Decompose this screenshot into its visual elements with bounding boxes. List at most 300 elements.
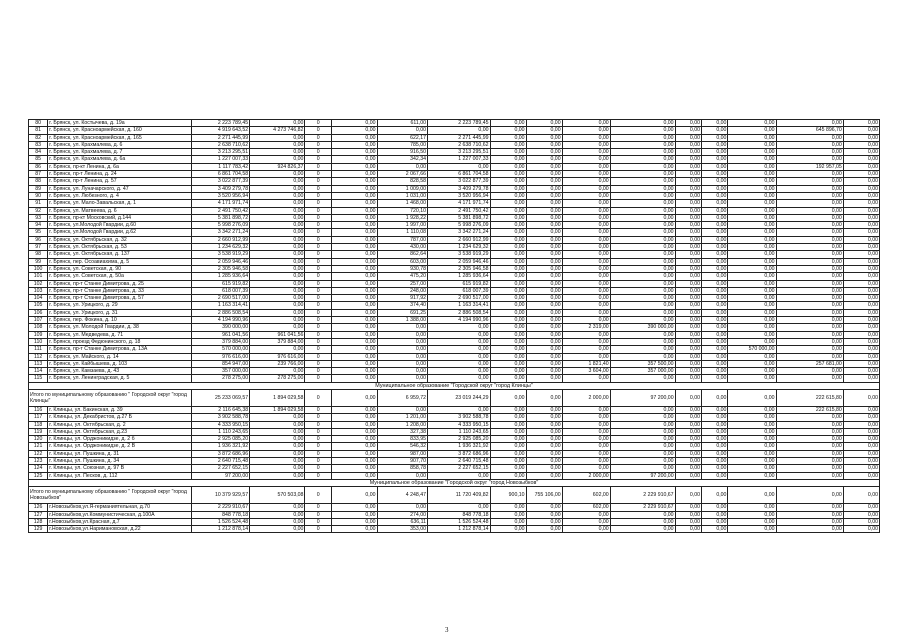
value-cell: 0 <box>305 375 331 382</box>
total-value: 6 959,72 <box>377 389 427 406</box>
row-number: 122 <box>29 450 48 457</box>
value-cell: 0,00 <box>702 178 728 185</box>
value-cell: 2 491 750,42 <box>192 207 250 214</box>
value-cell: 0,00 <box>490 414 526 421</box>
value-cell: 0,00 <box>702 317 728 324</box>
table-row <box>29 273 880 280</box>
value-cell: 0,00 <box>843 149 879 156</box>
value-cell: 0,00 <box>331 127 377 134</box>
table-row <box>29 295 880 302</box>
value-cell: 0,00 <box>675 428 701 435</box>
row-number: 127 <box>29 511 48 518</box>
value-cell: 0,00 <box>250 458 305 465</box>
address-cell: г. Брянск, ул.Молодой Гвардии, д.62 <box>48 229 192 236</box>
value-cell: 0,00 <box>331 414 377 421</box>
table-row <box>29 149 880 156</box>
value-cell: 0,00 <box>526 200 562 207</box>
capital-repair-table <box>28 119 880 533</box>
value-cell: 0,00 <box>250 346 305 353</box>
value-cell: 0,00 <box>331 141 377 148</box>
value-cell: 0,00 <box>331 518 377 525</box>
value-cell: 0,00 <box>843 414 879 421</box>
value-cell: 0,00 <box>776 353 843 360</box>
value-cell: 4 333 950,15 <box>428 421 491 428</box>
value-cell: 976 616,00 <box>250 353 305 360</box>
table-row <box>29 156 880 163</box>
address-cell: г. Брянск, пр-кт Московский, д.144 <box>48 214 192 221</box>
value-cell: 0,00 <box>702 192 728 199</box>
value-cell: 848 778,18 <box>428 511 491 518</box>
value-cell: 0,00 <box>331 222 377 229</box>
value-cell: 2 638 710,62 <box>428 141 491 148</box>
value-cell: 0,00 <box>728 360 776 367</box>
value-cell: 2 227 652,15 <box>428 465 491 472</box>
value-cell: 0,00 <box>250 280 305 287</box>
value-cell: 0 <box>305 526 331 533</box>
value-cell: 0,00 <box>610 192 675 199</box>
value-cell: 0,00 <box>490 178 526 185</box>
value-cell: 4 171 971,74 <box>192 200 250 207</box>
value-cell: 0,00 <box>428 360 491 367</box>
value-cell: 0,00 <box>843 436 879 443</box>
value-cell: 0,00 <box>675 178 701 185</box>
value-cell: 0,00 <box>562 171 610 178</box>
value-cell: 0,00 <box>702 504 728 511</box>
value-cell: 222 615,80 <box>776 406 843 413</box>
value-cell: 0,00 <box>250 171 305 178</box>
value-cell: 0,00 <box>675 518 701 525</box>
address-cell: г. Брянск, проезд Федюнинского, д. 18 <box>48 338 192 345</box>
value-cell: 2 319,00 <box>562 324 610 331</box>
value-cell: 0,00 <box>843 331 879 338</box>
value-cell: 0,00 <box>776 258 843 265</box>
value-cell: 0,00 <box>776 368 843 375</box>
value-cell: 0,00 <box>250 414 305 421</box>
value-cell: 0,00 <box>728 518 776 525</box>
value-cell: 0,00 <box>610 149 675 156</box>
value-cell: 0 <box>305 244 331 251</box>
value-cell: 930,78 <box>377 265 427 272</box>
value-cell: 0,00 <box>331 450 377 457</box>
value-cell: 0,00 <box>250 472 305 479</box>
value-cell: 0,00 <box>490 171 526 178</box>
value-cell: 0,00 <box>843 207 879 214</box>
value-cell: 0,00 <box>843 265 879 272</box>
value-cell: 390 000,00 <box>610 324 675 331</box>
value-cell: 0,00 <box>526 214 562 221</box>
value-cell: 0,00 <box>702 149 728 156</box>
value-cell: 2 660 912,99 <box>192 236 250 243</box>
total-value: 0,00 <box>728 487 776 504</box>
value-cell: 0,00 <box>526 436 562 443</box>
value-cell: 3 538 919,29 <box>428 251 491 258</box>
value-cell: 0,00 <box>526 375 562 382</box>
value-cell: 0,00 <box>843 178 879 185</box>
value-cell: 0,00 <box>526 120 562 127</box>
value-cell: 0,00 <box>562 511 610 518</box>
value-cell: 0,00 <box>702 127 728 134</box>
value-cell: 0,00 <box>610 163 675 170</box>
table-row <box>29 375 880 382</box>
value-cell: 1 234 629,32 <box>428 244 491 251</box>
value-cell: 3 902 588,78 <box>192 414 250 421</box>
value-cell: 0,00 <box>610 214 675 221</box>
row-number: 88 <box>29 178 48 185</box>
value-cell: 0,00 <box>776 302 843 309</box>
value-cell: 0 <box>305 236 331 243</box>
row-number: 85 <box>29 156 48 163</box>
row-number: 123 <box>29 458 48 465</box>
value-cell: 2 227 652,15 <box>192 465 250 472</box>
value-cell: 0,00 <box>776 346 843 353</box>
table-row <box>29 436 880 443</box>
value-cell: 2 116 645,38 <box>192 406 250 413</box>
value-cell: 0,00 <box>250 207 305 214</box>
value-cell: 0,00 <box>562 518 610 525</box>
value-cell: 0,00 <box>702 346 728 353</box>
value-cell: 0,00 <box>331 472 377 479</box>
table-row <box>29 428 880 435</box>
value-cell: 0,00 <box>843 222 879 229</box>
table-row <box>29 287 880 294</box>
value-cell: 0,00 <box>490 368 526 375</box>
value-cell: 0,00 <box>702 443 728 450</box>
total-value: 0,00 <box>331 487 377 504</box>
value-cell: 0,00 <box>377 504 427 511</box>
table-row <box>29 214 880 221</box>
value-cell: 0,00 <box>843 251 879 258</box>
value-cell: 0,00 <box>331 178 377 185</box>
value-cell: 0,00 <box>562 258 610 265</box>
value-cell: 0,00 <box>490 406 526 413</box>
value-cell: 0,00 <box>490 309 526 316</box>
value-cell: 1 388,00 <box>377 317 427 324</box>
table-row <box>29 163 880 170</box>
value-cell: 0,00 <box>526 280 562 287</box>
value-cell: 0,00 <box>675 214 701 221</box>
value-cell: 0,00 <box>675 229 701 236</box>
total-value: 0,00 <box>490 389 526 406</box>
value-cell: 0 <box>305 353 331 360</box>
value-cell: 0,00 <box>728 338 776 345</box>
total-value: 4 248,47 <box>377 487 427 504</box>
value-cell: 0,00 <box>843 518 879 525</box>
value-cell: 0,00 <box>776 295 843 302</box>
total-value: 0,00 <box>843 389 879 406</box>
value-cell: 1 212 878,14 <box>192 526 250 533</box>
value-cell: 0,00 <box>702 280 728 287</box>
total-value: 0,00 <box>675 487 701 504</box>
value-cell: 0,00 <box>702 309 728 316</box>
value-cell: 833,95 <box>377 436 427 443</box>
total-value: 0 <box>305 389 331 406</box>
table-row <box>29 465 880 472</box>
table-row <box>29 258 880 265</box>
value-cell: 0 <box>305 443 331 450</box>
value-cell: 0 <box>305 421 331 428</box>
value-cell: 0,00 <box>526 302 562 309</box>
value-cell: 2 059 946,46 <box>192 258 250 265</box>
value-cell: 0,00 <box>675 414 701 421</box>
value-cell: 828,58 <box>377 178 427 185</box>
total-label: Итого по муниципальному образованию " Городской округ "город Клинцы" <box>29 389 192 406</box>
value-cell: 785,00 <box>377 141 427 148</box>
value-cell: 0,00 <box>702 156 728 163</box>
value-cell: 2 000,00 <box>562 472 610 479</box>
table-row <box>29 309 880 316</box>
value-cell: 0,00 <box>702 406 728 413</box>
value-cell: 2 305 946,58 <box>428 265 491 272</box>
value-cell: 0 <box>305 436 331 443</box>
document-table-container <box>28 119 880 533</box>
value-cell: 1 227 007,33 <box>428 156 491 163</box>
value-cell: 0,00 <box>331 287 377 294</box>
address-cell: г. Клинцы, ул. Пушкина, д. 34 <box>48 458 192 465</box>
value-cell: 0,00 <box>843 421 879 428</box>
value-cell: 0,00 <box>250 428 305 435</box>
value-cell: 0,00 <box>610 302 675 309</box>
value-cell: 0,00 <box>675 251 701 258</box>
value-cell: 0,00 <box>728 324 776 331</box>
value-cell: 0,00 <box>675 200 701 207</box>
total-value: 0,00 <box>675 389 701 406</box>
value-cell: 0,00 <box>250 273 305 280</box>
table-row <box>29 200 880 207</box>
value-cell: 0,00 <box>843 458 879 465</box>
total-value: 97 200,00 <box>610 389 675 406</box>
value-cell: 0,00 <box>776 214 843 221</box>
value-cell: 0,00 <box>250 443 305 450</box>
value-cell: 0,00 <box>728 295 776 302</box>
value-cell: 0,00 <box>377 346 427 353</box>
value-cell: 0,00 <box>776 178 843 185</box>
value-cell: 0,00 <box>526 244 562 251</box>
value-cell: 3 342 271,24 <box>192 229 250 236</box>
address-cell: г. Брянск, ул. Советская, д. 50а <box>48 273 192 280</box>
value-cell: 0,00 <box>331 368 377 375</box>
value-cell: 0,00 <box>562 200 610 207</box>
value-cell: 0,00 <box>843 465 879 472</box>
value-cell: 0,00 <box>377 368 427 375</box>
address-cell: г. Брянск, ул. Крахмалева, д. 6а <box>48 156 192 163</box>
value-cell: 0,00 <box>250 192 305 199</box>
value-cell: 0,00 <box>526 346 562 353</box>
address-cell: г. Брянск, ул. Матвеева, д. 6 <box>48 207 192 214</box>
value-cell: 0,00 <box>728 472 776 479</box>
row-number: 92 <box>29 207 48 214</box>
value-cell: 0,00 <box>490 346 526 353</box>
value-cell: 0,00 <box>562 244 610 251</box>
value-cell: 0,00 <box>250 436 305 443</box>
address-cell: г. Брянск, пер. Фокина, д. 10 <box>48 317 192 324</box>
total-value: 0,00 <box>843 487 879 504</box>
value-cell: 0,00 <box>526 287 562 294</box>
value-cell: 0,00 <box>331 375 377 382</box>
table-row <box>29 280 880 287</box>
value-cell: 0,00 <box>610 511 675 518</box>
value-cell: 0,00 <box>702 511 728 518</box>
address-cell: г.Новозыбков,ул.Красная, д.7 <box>48 518 192 525</box>
value-cell: 0 <box>305 127 331 134</box>
value-cell: 0,00 <box>526 526 562 533</box>
value-cell: 1 936 321,92 <box>192 443 250 450</box>
value-cell: 0,00 <box>728 127 776 134</box>
value-cell: 0,00 <box>776 244 843 251</box>
value-cell: 0,00 <box>702 360 728 367</box>
value-cell: 0,00 <box>490 338 526 345</box>
row-number: 109 <box>29 331 48 338</box>
value-cell: 0,00 <box>562 526 610 533</box>
value-cell: 0,00 <box>331 258 377 265</box>
value-cell: 3 022 877,39 <box>428 178 491 185</box>
value-cell: 0,00 <box>490 360 526 367</box>
value-cell: 0 <box>305 207 331 214</box>
value-cell: 0,00 <box>331 317 377 324</box>
value-cell: 0,00 <box>331 436 377 443</box>
value-cell: 0,00 <box>675 134 701 141</box>
value-cell: 0,00 <box>843 163 879 170</box>
value-cell: 0,00 <box>728 178 776 185</box>
table-row <box>29 185 880 192</box>
value-cell: 0,00 <box>776 504 843 511</box>
value-cell: 0,00 <box>675 458 701 465</box>
value-cell: 192 957,05 <box>776 163 843 170</box>
value-cell: 379 884,00 <box>250 338 305 345</box>
value-cell: 97 200,00 <box>610 472 675 479</box>
value-cell: 917,92 <box>377 295 427 302</box>
value-cell: 0,00 <box>843 280 879 287</box>
value-cell: 0,00 <box>702 258 728 265</box>
value-cell: 0,00 <box>377 338 427 345</box>
value-cell: 0,00 <box>250 265 305 272</box>
value-cell: 357 000,00 <box>192 368 250 375</box>
value-cell: 0,00 <box>490 375 526 382</box>
value-cell: 0 <box>305 141 331 148</box>
value-cell: 3 872 686,96 <box>192 450 250 457</box>
value-cell: 546,32 <box>377 443 427 450</box>
value-cell: 0,00 <box>250 149 305 156</box>
value-cell: 0,00 <box>526 504 562 511</box>
value-cell: 0,00 <box>843 236 879 243</box>
value-cell: 2 271 445,99 <box>428 134 491 141</box>
value-cell: 0,00 <box>610 287 675 294</box>
value-cell: 0,00 <box>702 244 728 251</box>
value-cell: 0,00 <box>490 192 526 199</box>
value-cell: 0,00 <box>526 317 562 324</box>
value-cell: 0,00 <box>702 134 728 141</box>
table-row <box>29 324 880 331</box>
value-cell: 0,00 <box>843 200 879 207</box>
value-cell: 0,00 <box>526 229 562 236</box>
value-cell: 0,00 <box>843 324 879 331</box>
address-cell: г. Брянск, пр-т Станке Димитрова, д. 25 <box>48 280 192 287</box>
value-cell: 0 <box>305 185 331 192</box>
value-cell: 278 275,00 <box>192 375 250 382</box>
value-cell: 1 212 878,14 <box>428 526 491 533</box>
row-number: 101 <box>29 273 48 280</box>
value-cell: 0,00 <box>490 120 526 127</box>
value-cell: 0,00 <box>562 178 610 185</box>
address-cell: г. Клинцы, ул. Октябрьская, д. 2 <box>48 421 192 428</box>
value-cell: 0,00 <box>331 360 377 367</box>
value-cell: 0,00 <box>776 443 843 450</box>
value-cell: 1 110,08 <box>377 229 427 236</box>
value-cell: 0,00 <box>702 472 728 479</box>
value-cell: 0,00 <box>562 414 610 421</box>
address-cell: г. Клинцы, ул. Орджоникидзе, д. 2 В <box>48 443 192 450</box>
value-cell: 1 468,00 <box>377 200 427 207</box>
value-cell: 0,00 <box>843 368 879 375</box>
value-cell: 0,00 <box>776 149 843 156</box>
value-cell: 2 491 750,42 <box>428 207 491 214</box>
table-row <box>29 244 880 251</box>
row-number: 87 <box>29 171 48 178</box>
value-cell: 0,00 <box>490 450 526 457</box>
value-cell: 0,00 <box>776 331 843 338</box>
value-cell: 0,00 <box>331 229 377 236</box>
value-cell: 0,00 <box>675 360 701 367</box>
value-cell: 0,00 <box>250 258 305 265</box>
table-row <box>29 511 880 518</box>
value-cell: 0,00 <box>728 309 776 316</box>
row-number: 99 <box>29 258 48 265</box>
row-number: 119 <box>29 428 48 435</box>
value-cell: 645 896,70 <box>776 127 843 134</box>
address-cell: г. Брянск, ул. Луначарского, д. 47 <box>48 185 192 192</box>
value-cell: 0,00 <box>250 295 305 302</box>
address-cell: г. Брянск, ул. Красноармейская, д. 160 <box>48 127 192 134</box>
value-cell: 0,00 <box>843 244 879 251</box>
row-number: 93 <box>29 214 48 221</box>
value-cell: 0,00 <box>728 200 776 207</box>
value-cell: 0,00 <box>490 273 526 280</box>
value-cell: 0,00 <box>702 421 728 428</box>
value-cell: 0 <box>305 156 331 163</box>
table-row <box>29 178 880 185</box>
value-cell: 0,00 <box>377 375 427 382</box>
value-cell: 0,00 <box>490 428 526 435</box>
value-cell: 0,00 <box>428 324 491 331</box>
value-cell: 0,00 <box>331 458 377 465</box>
value-cell: 603,00 <box>377 258 427 265</box>
value-cell: 0 <box>305 302 331 309</box>
row-number: 104 <box>29 295 48 302</box>
value-cell: 0,00 <box>675 443 701 450</box>
value-cell: 0,00 <box>843 295 879 302</box>
value-cell: 0,00 <box>526 324 562 331</box>
row-number: 112 <box>29 353 48 360</box>
value-cell: 0,00 <box>562 192 610 199</box>
value-cell: 0,00 <box>526 511 562 518</box>
value-cell: 239 766,00 <box>250 360 305 367</box>
table-row <box>29 346 880 353</box>
row-number: 121 <box>29 443 48 450</box>
value-cell: 0,00 <box>776 120 843 127</box>
value-cell: 0,00 <box>728 504 776 511</box>
value-cell: 0,00 <box>428 353 491 360</box>
value-cell: 0,00 <box>843 120 879 127</box>
table-row <box>29 171 880 178</box>
value-cell: 0,00 <box>428 338 491 345</box>
value-cell: 0,00 <box>728 287 776 294</box>
value-cell: 0,00 <box>675 280 701 287</box>
value-cell: 0,00 <box>610 518 675 525</box>
table-row <box>29 338 880 345</box>
value-cell: 0,00 <box>610 295 675 302</box>
value-cell: 1 928,22 <box>377 214 427 221</box>
value-cell: 0,00 <box>776 428 843 435</box>
value-cell: 0 <box>305 504 331 511</box>
